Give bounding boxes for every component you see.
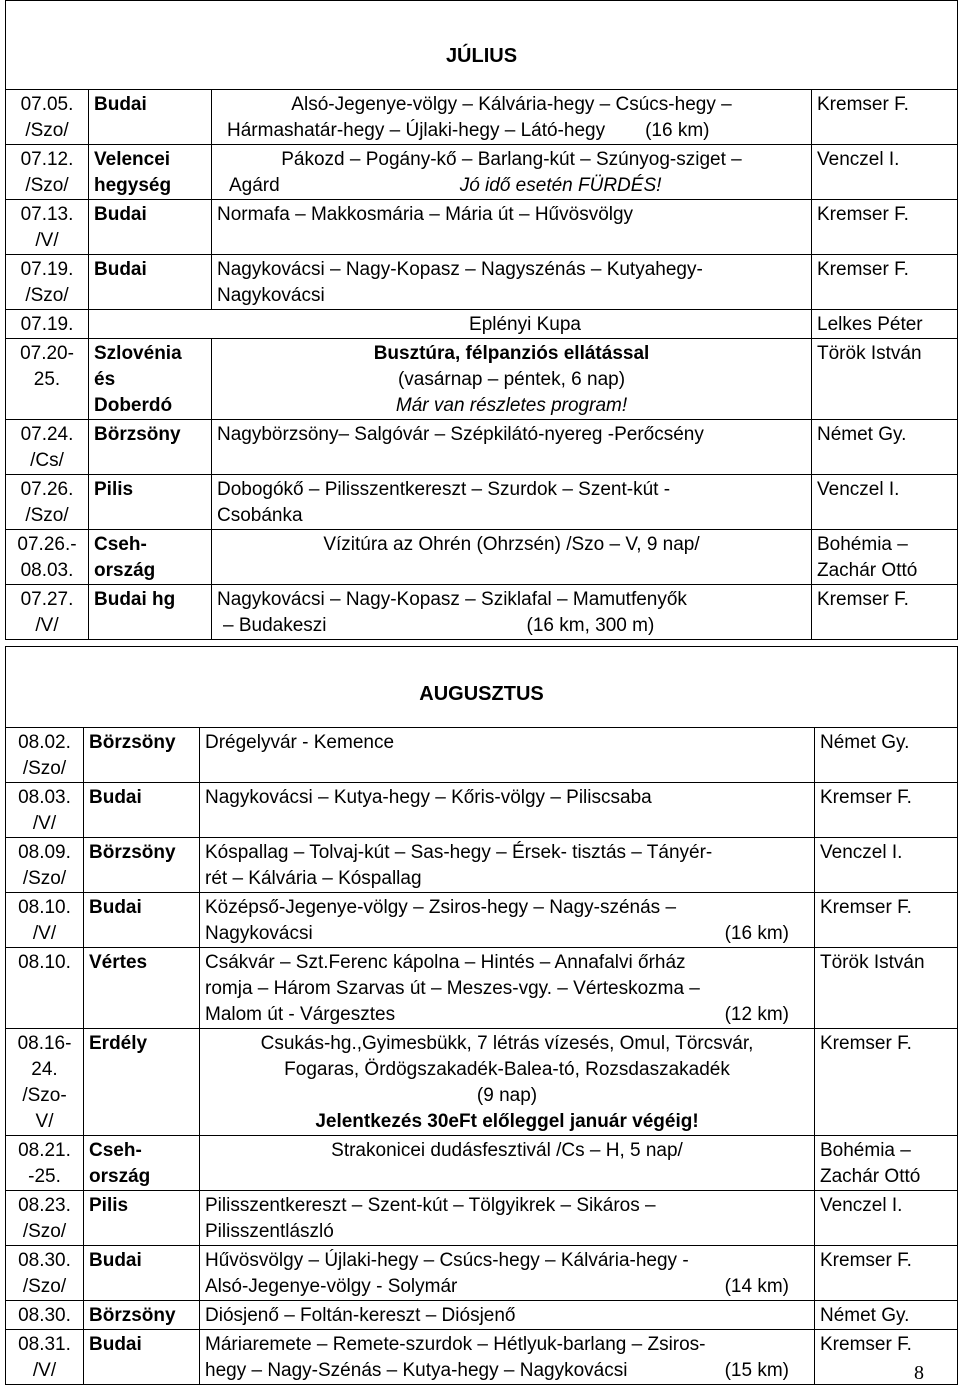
table-row [6, 1, 958, 90]
table-row [6, 647, 958, 728]
month-title: AUGUSZTUS [6, 647, 958, 728]
table-row [6, 1301, 958, 1330]
leader-cell: Kremser F. [815, 1246, 958, 1301]
leader-cell: Venczel I. [812, 475, 958, 530]
route-cell: Normafa – Makkosmária – Mária út – Hűvösvölgy [212, 200, 812, 255]
table-row [6, 530, 958, 585]
route-cell: Pákozd – Pogány-kő – Barlang-kút – Szúnyog-sziget – Agárd Jó idő esetén FÜRDÉS! [212, 145, 812, 200]
region-cell: Budai [89, 200, 212, 255]
table-row [6, 1191, 958, 1246]
table-row [6, 310, 958, 339]
region-cell: Pilis [84, 1191, 200, 1246]
route-cell: Hűvösvölgy – Újlaki-hegy – Csúcs-hegy – Kálvária-hegy - Alsó-Jegenye-völgy - Solymár (14 km) [200, 1246, 815, 1301]
region-cell: Szlovénia és Doberdó [89, 339, 212, 420]
leader-cell: Kremser F. [812, 90, 958, 145]
table-row [6, 90, 958, 145]
leader-cell: Kremser F. [812, 200, 958, 255]
date-cell: 08.09. /Szo/ [6, 838, 84, 893]
date-cell: 07.05. /Szo/ [6, 90, 89, 145]
table-row [6, 728, 958, 783]
route-cell: Csukás-hg.,Gyimesbükk, 7 létrás vízesés, Omul, Törcsvár, Fogaras, Ördögszakadék-Balea-tó, Rozsdaszakadék (9 nap) Jelentkezés 30eFt előleggel január végéig! [200, 1029, 815, 1136]
date-cell: 08.30. [6, 1301, 84, 1330]
route-cell: Nagykovácsi – Nagy-Kopasz – Nagyszénás – Kutyahegy- Nagykovácsi [212, 255, 812, 310]
route-cell: Nagykovácsi – Kutya-hegy – Kőris-völgy – Piliscsaba [200, 783, 815, 838]
region-cell: Budai [84, 893, 200, 948]
leader-cell: Lelkes Péter [812, 310, 958, 339]
region-cell: Cseh- ország [84, 1136, 200, 1191]
date-cell: 08.10. /V/ [6, 893, 84, 948]
date-cell: 07.12. /Szo/ [6, 145, 89, 200]
route-cell: Máriaremete – Remete-szurdok – Hétlyuk-barlang – Zsiros- hegy – Nagy-Szénás – Kutya-hegy – Nagykovácsi (15 km) [200, 1330, 815, 1385]
leader-cell: Kremser F. [812, 255, 958, 310]
table-row [6, 145, 958, 200]
route-cell: Strakonicei dudásfesztivál /Cs – H, 5 nap/ [200, 1136, 815, 1191]
region-cell: Börzsöny [89, 420, 212, 475]
date-cell: 07.19. /Szo/ [6, 255, 89, 310]
region-cell: Velencei hegység [89, 145, 212, 200]
leader-cell: Venczel I. [815, 838, 958, 893]
august-schedule-table [5, 646, 958, 1385]
table-row [6, 1246, 958, 1301]
route-cell: Nagykovácsi – Nagy-Kopasz – Sziklafal – Mamutfenyők – Budakeszi (16 km, 300 m) [212, 585, 812, 640]
leader-cell: Kremser F. [815, 783, 958, 838]
event-cell: Eplényi Kupa [89, 310, 812, 339]
route-cell: Csákvár – Szt.Ferenc kápolna – Hintés – Annafalvi őrház romja – Három Szarvas út – Meszes-vgy. – Vérteskozma – Malom út - Várgesztes (12 km) [200, 948, 815, 1029]
leader-cell: Német Gy. [812, 420, 958, 475]
route-cell: Középső-Jegenye-völgy – Zsiros-hegy – Nagy-szénás – Nagykovácsi (16 km) [200, 893, 815, 948]
table-row [6, 893, 958, 948]
date-cell: 08.23. /Szo/ [6, 1191, 84, 1246]
leader-cell: Bohémia – Zachár Ottó [812, 530, 958, 585]
region-cell: Börzsöny [84, 728, 200, 783]
date-cell: 08.30. /Szo/ [6, 1246, 84, 1301]
route-cell: Pilisszentkereszt – Szent-kút – Tölgyikrek – Sikáros – Pilisszentlászló [200, 1191, 815, 1246]
region-cell: Budai hg [89, 585, 212, 640]
leader-cell: Kremser F. [812, 585, 958, 640]
region-cell: Budai [89, 255, 212, 310]
date-cell: 08.31. /V/ [6, 1330, 84, 1385]
july-schedule-table [5, 0, 958, 640]
leader-cell: Német Gy. [815, 728, 958, 783]
route-cell: Kóspallag – Tolvaj-kút – Sas-hegy – Érsek- tisztás – Tányér- rét – Kálvária – Kóspallag [200, 838, 815, 893]
date-cell: 07.26.- 08.03. [6, 530, 89, 585]
table-row [6, 1330, 958, 1385]
table-row [6, 475, 958, 530]
date-cell: 07.20- 25. [6, 339, 89, 420]
region-cell: Budai [84, 783, 200, 838]
leader-cell: Török István [815, 948, 958, 1029]
leader-cell: Venczel I. [812, 145, 958, 200]
table-row [6, 1029, 958, 1136]
region-cell: Cseh- ország [89, 530, 212, 585]
route-cell: Busztúra, félpanziós ellátással (vasárnap – péntek, 6 nap) Már van részletes program! [212, 339, 812, 420]
route-cell: Diósjenő – Foltán-kereszt – Diósjenő [200, 1301, 815, 1330]
table-row [6, 339, 958, 420]
leader-cell: Kremser F. [815, 1330, 958, 1385]
date-cell: 08.10. [6, 948, 84, 1029]
date-cell: 08.03. /V/ [6, 783, 84, 838]
region-cell: Budai [84, 1246, 200, 1301]
date-cell: 08.02. /Szo/ [6, 728, 84, 783]
region-cell: Budai [89, 90, 212, 145]
region-cell: Börzsöny [84, 1301, 200, 1330]
route-cell: Vízitúra az Ohrén (Ohrzsén) /Szo – V, 9 nap/ [212, 530, 812, 585]
table-row [6, 200, 958, 255]
page-number: 8 [914, 1362, 924, 1384]
region-cell: Erdély [84, 1029, 200, 1136]
route-cell: Nagybörzsöny– Salgóvár – Szépkilátó-nyereg -Perőcsény [212, 420, 812, 475]
date-cell: 07.27. /V/ [6, 585, 89, 640]
date-cell: 08.16- 24. /Szo- V/ [6, 1029, 84, 1136]
table-row [6, 1136, 958, 1191]
table-row [6, 783, 958, 838]
table-row [6, 255, 958, 310]
leader-cell: Kremser F. [815, 1029, 958, 1136]
region-cell: Pilis [89, 475, 212, 530]
date-cell: 07.13. /V/ [6, 200, 89, 255]
date-cell: 07.19. [6, 310, 89, 339]
date-cell: 07.26. /Szo/ [6, 475, 89, 530]
leader-cell: Török István [812, 339, 958, 420]
table-row [6, 420, 958, 475]
region-cell: Budai [84, 1330, 200, 1385]
route-cell: Dobogókő – Pilisszentkereszt – Szurdok – Szent-kút - Csobánka [212, 475, 812, 530]
route-cell: Alsó-Jegenye-völgy – Kálvária-hegy – Csúcs-hegy – Hármashatár-hegy – Újlaki-hegy – Látó-hegy (16 km) [212, 90, 812, 145]
region-cell: Vértes [84, 948, 200, 1029]
date-cell: 07.24. /Cs/ [6, 420, 89, 475]
table-row [6, 948, 958, 1029]
month-title: JÚLIUS [6, 1, 958, 90]
leader-cell: Venczel I. [815, 1191, 958, 1246]
leader-cell: Bohémia – Zachár Ottó [815, 1136, 958, 1191]
region-cell: Börzsöny [84, 838, 200, 893]
table-row [6, 838, 958, 893]
date-cell: 08.21. -25. [6, 1136, 84, 1191]
leader-cell: Kremser F. [815, 893, 958, 948]
table-row [6, 585, 958, 640]
route-cell: Drégelyvár - Kemence [200, 728, 815, 783]
leader-cell: Német Gy. [815, 1301, 958, 1330]
